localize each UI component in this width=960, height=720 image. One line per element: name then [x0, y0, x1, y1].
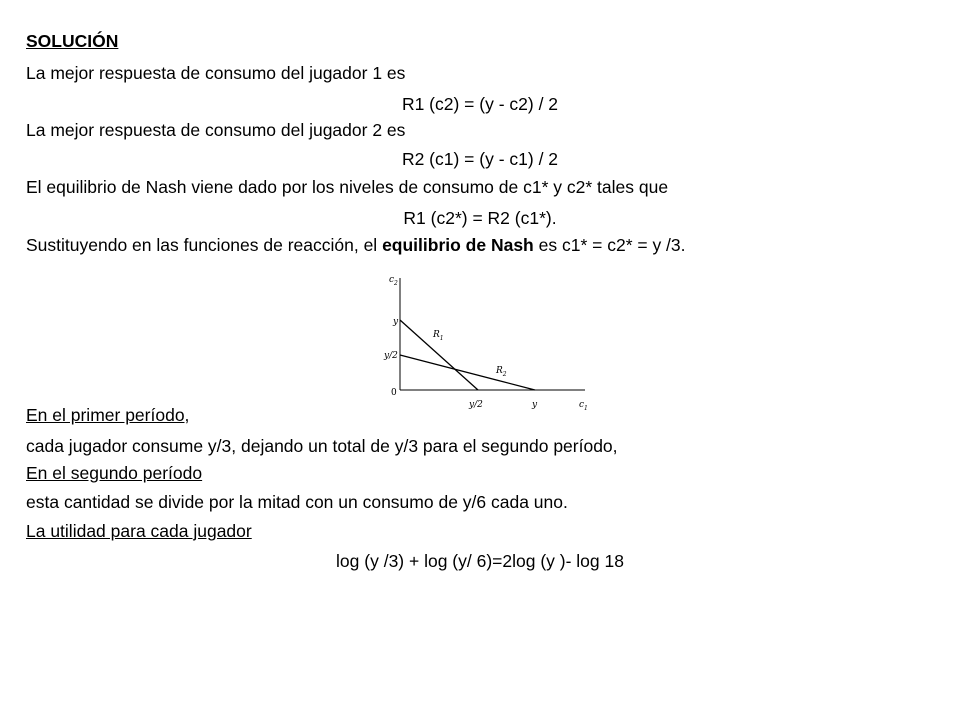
reaction-functions-figure: [355, 268, 595, 413]
origin-label: 0: [391, 388, 397, 398]
subheading-second-period: En el segundo período: [26, 463, 203, 483]
r1-label: $R_1$: [433, 330, 444, 342]
text-line-4: [26, 233, 686, 257]
text-line-2: La mejor respuesta de consumo del jugador 2 es: [26, 120, 406, 140]
equation-utility: log (y /3) + log (y/ 6)=2log (y )- log 18: [336, 551, 624, 571]
subheading-utility: La utilidad para cada jugador: [26, 521, 252, 541]
heading: SOLUCIÓN: [26, 31, 119, 51]
text-line-1: La mejor respuesta de consumo del jugador 1 es: [26, 63, 406, 83]
equation-equilibrium: R1 (c2*) = R2 (c1*).: [403, 208, 557, 228]
text-line-4-bold: equilibrio de Nash: [382, 235, 534, 255]
tick-x: y: [532, 400, 538, 410]
text-line-4-pre: Sustituyendo en las funciones de reacción, el: [26, 235, 383, 255]
text-line-3: El equilibrio de Nash viene dado por los niveles de consumo de c1* y c2* tales que: [26, 177, 669, 197]
text-line-5: cada jugador consume y/3, dejando un total de y/3 para el segundo período,: [26, 436, 618, 456]
x-axis-label: $c_1$: [579, 400, 588, 412]
subheading-first-period: En el primer período,: [26, 405, 190, 425]
equation-r2: R2 (c1) = (y - c1) / 2: [401, 149, 559, 169]
text-line-4-post: es c1* = c2* = y /3.: [533, 235, 686, 255]
r2-label: $R_2$: [496, 366, 507, 378]
tick-y: y: [393, 317, 399, 327]
equation-r1: R1 (c2) = (y - c2) / 2: [401, 94, 559, 114]
r2-line: [400, 355, 535, 390]
y-axis-label: $c_2$: [389, 275, 398, 287]
tick-y-half: y/2: [384, 351, 398, 361]
text-line-6: esta cantidad se divide por la mitad con un consumo de y/6 cada uno.: [26, 492, 568, 512]
tick-x-half: y/2: [469, 400, 483, 410]
